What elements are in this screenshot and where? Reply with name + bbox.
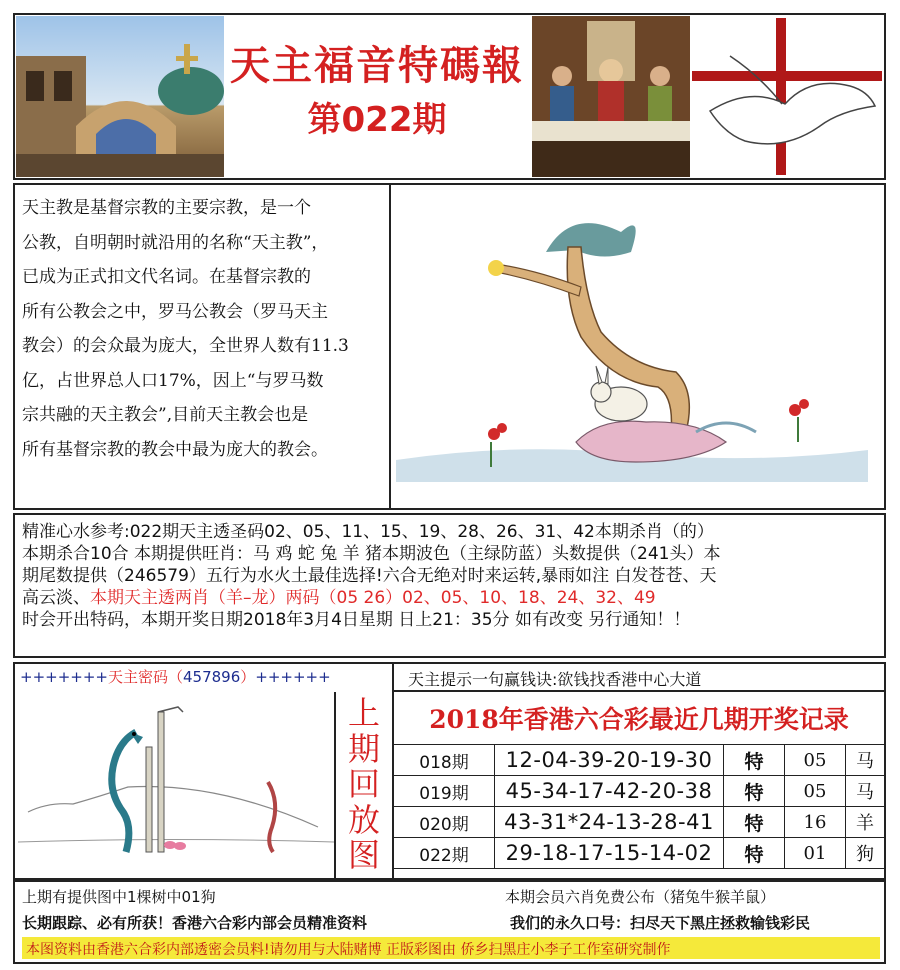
reference-line: 时会开出特码，本期开奖日期2018年3月4日星期 日上21：35分 如有改变 另行通知！！ bbox=[22, 610, 691, 630]
replay-char: 回 bbox=[347, 765, 380, 803]
church-photo bbox=[16, 16, 224, 177]
zodiac-cell: 马 bbox=[846, 776, 885, 807]
zodiac-cell: 马 bbox=[846, 745, 885, 776]
last-supper-painting bbox=[532, 16, 690, 177]
secret-plus-left: +++++++ bbox=[20, 668, 108, 686]
intro-line: 天主教是基督宗教的主要宗教，是一个 bbox=[22, 198, 311, 218]
footer-slogan-left: 长期跟踪、必有所获！香港六合彩内部会员精准资料 bbox=[22, 914, 368, 932]
intro-text bbox=[22, 191, 388, 467]
special-marker-cell: 特 bbox=[724, 807, 785, 838]
special-marker-cell: 特 bbox=[724, 776, 785, 807]
special-number-cell: 05 bbox=[785, 745, 846, 776]
reference-highlight: 本期天主透两肖（羊–龙）两码（05 26）02、05、10、18、24、32、49 bbox=[90, 588, 656, 608]
secret-code bbox=[20, 666, 390, 687]
rabbit-tree-illustration bbox=[396, 192, 868, 500]
intro-line: 亿，占世界总人口17%，因上“与罗马数 bbox=[22, 370, 324, 391]
reference-line bbox=[22, 587, 882, 609]
zodiac-cell: 羊 bbox=[846, 807, 885, 838]
intro-line: 公教，自明朝时就沿用的名称“天主教”， bbox=[22, 232, 329, 253]
reference-line: 本期杀合10合 本期提供旺肖：马 鸡 蛇 兔 羊 猪本期波色（主绿防蓝）头数提供（241头）本 bbox=[22, 544, 721, 564]
records-title: 2018年香港六合彩最近几期开奖记录 bbox=[429, 705, 849, 734]
replay-char: 上 bbox=[347, 694, 380, 732]
intro-line: 宗共融的天主教会”,目前天主教会也是 bbox=[22, 405, 309, 425]
secret-plus-right: ++++++ bbox=[255, 668, 331, 686]
replay-label bbox=[336, 696, 392, 874]
intro-line: 已成为正式扣文代名词。在基督宗教的 bbox=[22, 267, 311, 287]
tip-text: 天主提示一句赢钱诀:欲钱找香港中心大道 bbox=[408, 670, 702, 689]
secret-code-value: 457896 bbox=[183, 668, 241, 686]
zodiac-cell: 狗 bbox=[846, 838, 885, 869]
footer-slogan-right: 我们的永久口号：扫尽天下黑庄拯救输钱彩民 bbox=[510, 914, 811, 932]
numbers-cell: 12-04-39-20-19-30 bbox=[495, 745, 724, 776]
issue-number: 第022期 bbox=[307, 100, 447, 140]
special-number-cell: 05 bbox=[785, 776, 846, 807]
replay-char: 图 bbox=[347, 836, 380, 874]
intro-line: 所有基督宗教的教会中最为庞大的教会。 bbox=[22, 439, 328, 460]
numbers-cell: 45-34-17-42-20-38 bbox=[495, 776, 724, 807]
footer-free-zodiacs: 本期会员六肖免费公布（猪兔牛猴羊鼠） bbox=[505, 888, 776, 906]
special-number-cell: 01 bbox=[785, 838, 846, 869]
secret-close: ） bbox=[240, 668, 256, 686]
numbers-cell: 43-31*24-13-28-41 bbox=[495, 807, 724, 838]
cross-dove-emblem bbox=[690, 16, 883, 177]
table-row bbox=[394, 838, 885, 869]
period-cell: 020期 bbox=[394, 807, 495, 838]
period-cell: 018期 bbox=[394, 745, 495, 776]
special-number-cell: 16 bbox=[785, 807, 846, 838]
intro-line: 教会）的会众最为庞大，全世界人数有11.3 bbox=[22, 336, 349, 356]
period-cell: 022期 bbox=[394, 838, 495, 869]
footer-last-issue-note: 上期有提供图中1棵树中01狗 bbox=[22, 888, 216, 906]
secret-label: 天主密码（ bbox=[107, 668, 183, 686]
reference-text-black: 高云淡、 bbox=[22, 588, 90, 608]
records-table bbox=[393, 744, 885, 869]
reference-line: 期尾数提供（246579）五行为水火土最佳选择!六合无绝对时来运转,暴雨如注 白发苍苍、天 bbox=[22, 566, 717, 586]
reference-text bbox=[22, 521, 882, 631]
footer-banner-text: 本图资料由香港六合彩内部透密会员料!请勿用与大陆赌博 正版彩图由 侨乡扫黑庄小李子工作室研究制作 bbox=[26, 942, 671, 958]
table-row bbox=[394, 745, 885, 776]
special-marker-cell: 特 bbox=[724, 745, 785, 776]
period-cell: 019期 bbox=[394, 776, 495, 807]
reference-line: 精准心水参考:022期天主透圣码02、05、11、15、19、28、26、31、42本期杀肖（的） bbox=[22, 522, 714, 542]
table-row bbox=[394, 776, 885, 807]
replay-char: 期 bbox=[347, 729, 380, 768]
special-marker-cell: 特 bbox=[724, 838, 785, 869]
lizard-sketch bbox=[18, 692, 334, 876]
numbers-cell: 29-18-17-15-14-02 bbox=[495, 838, 724, 869]
panel-divider bbox=[389, 183, 391, 510]
page-title: 天主福音特碼報 bbox=[230, 43, 524, 89]
replay-char: 放 bbox=[347, 800, 380, 839]
intro-line: 所有公教会之中，罗马公教会（罗马天主 bbox=[22, 301, 328, 322]
table-row bbox=[394, 807, 885, 838]
